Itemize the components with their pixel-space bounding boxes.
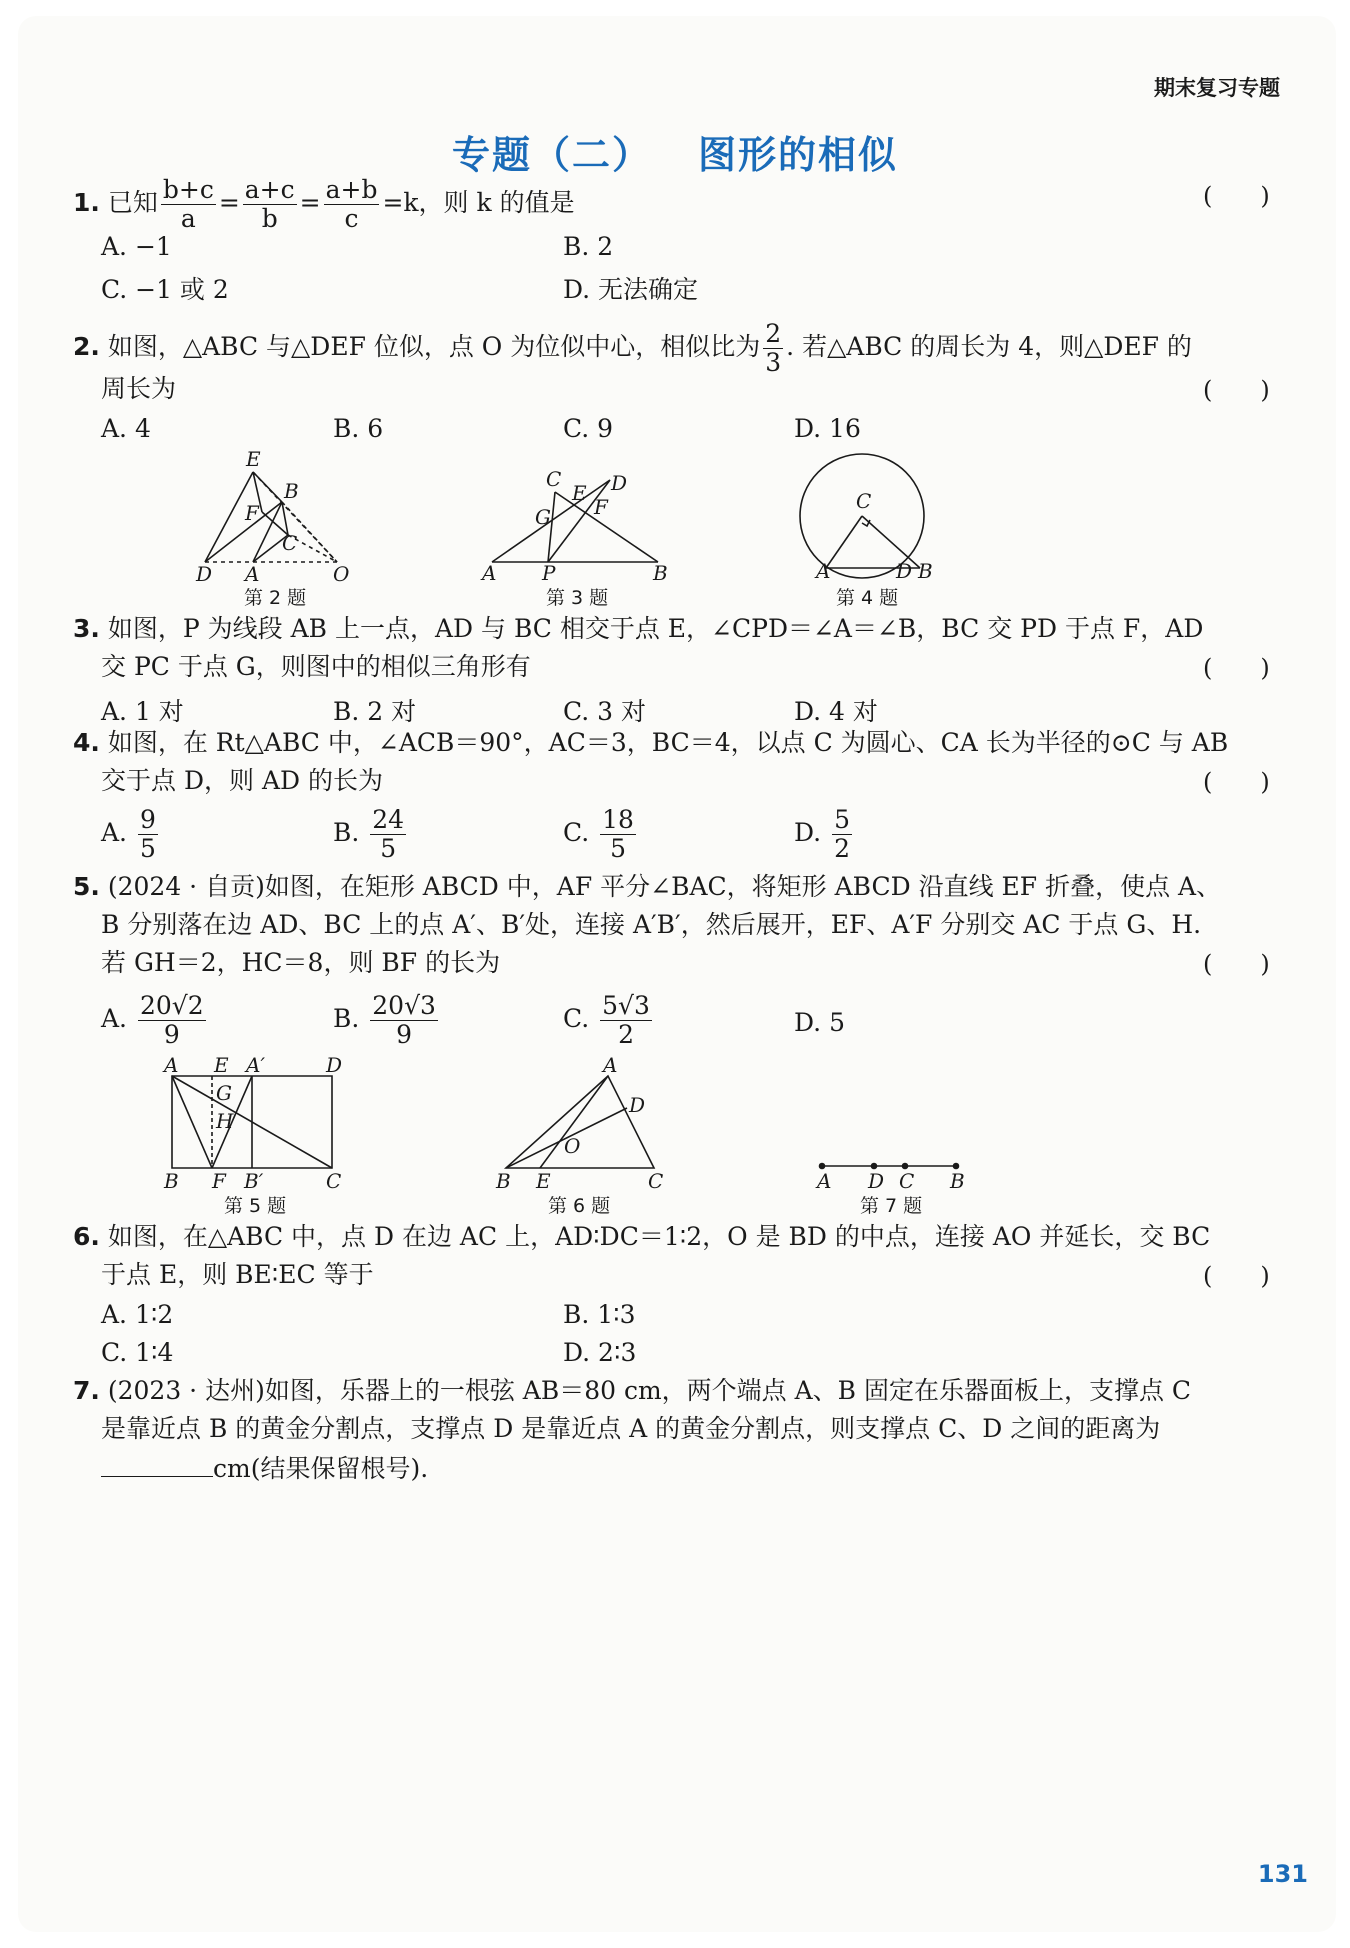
line-af (172, 1076, 212, 1168)
label-c: C (546, 468, 562, 491)
option-d: D. 2∶3 (563, 1338, 637, 1367)
point-a (820, 1164, 825, 1169)
option-d: D. 4 对 (794, 697, 878, 726)
label-c: C (856, 489, 872, 513)
question-4: 4. 如图，在 Rt△ABC 中，∠ACB＝90°，AC＝3，BC＝4，以点 C 为圆心、CA 长为半径的⊙C 与 AB (73, 728, 1229, 757)
option-b: B. 6 (333, 414, 384, 443)
question-text-line: 是靠近点 B 的黄金分割点，支撑点 D 是靠近点 A 的黄金分割点，则支撑点 C、D 之间的距离为 (101, 1414, 1161, 1443)
answer-paren: ( ) (1203, 950, 1270, 978)
caption-fig3: 第 3 题 (546, 587, 609, 609)
label-a-prime: A′ (246, 1056, 265, 1077)
label-a: A (603, 1056, 618, 1077)
question-text-line: 交 PC 于点 G，则图中的相似三角形有 (101, 652, 531, 681)
caption-fig5: 第 5 题 (224, 1195, 287, 1217)
figure-6 (490, 1056, 680, 1190)
label-f: F (245, 501, 259, 525)
option-b: B. 1∶3 (563, 1300, 636, 1329)
question-2: 2. 如图，△ABC 与△DEF 位似，点 O 为位似中心，相似比为 $\frac{2}{3}$ . 若△ABC 的周长为 4，则△DEF 的 (73, 319, 1192, 377)
label-b: B (918, 559, 933, 583)
question-7: 7. (2023 · 达州)如图，乐器上的一根弦 AB＝80 cm，两个端点 A、B 固定在乐器面板上，支撑点 C (73, 1376, 1192, 1405)
caption-fig2: 第 2 题 (244, 587, 307, 609)
option-a: A. 1 对 (101, 697, 184, 726)
label-a: A (482, 561, 497, 585)
title-main: 专题（二） (451, 133, 652, 177)
question-text: 已知 (107, 188, 158, 217)
question-number: 4. (73, 728, 100, 757)
option-c: C. 3 对 (563, 697, 646, 726)
figure-5 (158, 1056, 358, 1190)
option-a: A. $\frac{9}{5}$ (101, 805, 156, 863)
option-c: C. 1∶4 (101, 1338, 174, 1367)
question-3: 3. 如图，P 为线段 AB 上一点，AD 与 BC 相交于点 E，∠CPD＝∠A＝∠B，BC 交 PD 于点 F，AD (73, 614, 1204, 643)
question-text-line: B 分别落在边 AD、BC 上的点 A′、B′处，连接 A′B′，然后展开，EF、A′F 分别交 AC 于点 G、H. (101, 910, 1202, 939)
label-b: B (496, 1169, 511, 1190)
figure-7 (810, 1152, 970, 1192)
label-b: B (950, 1169, 965, 1192)
label-h: H (216, 1109, 234, 1133)
option-d: D. 16 (794, 414, 861, 443)
label-p: P (542, 561, 556, 585)
label-b-prime: B′ (244, 1169, 264, 1190)
label-b: B (653, 561, 668, 585)
label-c: C (326, 1169, 342, 1190)
fraction: $\frac{2}{3}$ (765, 319, 782, 377)
answer-paren: ( ) (1203, 1262, 1270, 1290)
caption-fig7: 第 7 题 (860, 1195, 923, 1217)
label-c: C (899, 1169, 915, 1192)
right-angle-mark (862, 520, 870, 526)
option-a: A. $\frac{20√2}{9}$ (101, 991, 204, 1049)
label-e: E (246, 450, 261, 471)
question-number: 1. (73, 188, 100, 217)
point-c (903, 1164, 908, 1169)
label-e: E (214, 1056, 229, 1077)
option-c: C. $\frac{18}{5}$ (563, 805, 634, 863)
answer-paren: ( ) (1203, 182, 1270, 210)
question-text-line: 若 GH＝2，HC＝8，则 BF 的长为 (101, 948, 501, 977)
option-c: C. −1 或 2 (101, 275, 229, 304)
label-c: C (282, 531, 298, 555)
figure-2 (190, 450, 360, 590)
figure-4 (790, 446, 950, 586)
option-d: D. 5 (794, 1008, 845, 1037)
question-number: 5. (73, 872, 100, 901)
label-d: D (611, 471, 628, 495)
question-text-line: 于点 E，则 BE∶EC 等于 (101, 1260, 374, 1289)
answer-paren: ( ) (1203, 768, 1270, 796)
fraction: $\frac{b+c}{a}$ (162, 175, 214, 233)
question-text-line: 周长为 (101, 374, 177, 403)
question-text-line: 交于点 D，则 AD 的长为 (101, 766, 383, 795)
label-e: E (572, 481, 587, 505)
label-d: D (868, 1169, 885, 1192)
label-d: D (326, 1056, 343, 1077)
page-title (0, 124, 1350, 179)
label-d: D (896, 559, 913, 583)
figure-3 (478, 468, 678, 590)
point-d (872, 1164, 877, 1169)
page-number: 131 (1257, 1860, 1308, 1888)
option-b: B. 2 对 (333, 697, 417, 726)
line-ca (826, 516, 862, 568)
line-ad (492, 480, 610, 562)
answer-blank[interactable] (101, 1454, 213, 1477)
point-b (954, 1164, 959, 1169)
label-o: O (564, 1134, 581, 1158)
option-a: A. 4 (101, 414, 151, 443)
answer-paren: ( ) (1203, 376, 1270, 404)
label-a: A (245, 562, 260, 586)
label-f: F (594, 495, 608, 519)
question-text: =k，则 k 的值是 (382, 188, 575, 217)
option-a: A. −1 (101, 232, 172, 261)
label-g: G (535, 505, 551, 529)
label-e: E (536, 1169, 551, 1190)
question-number: 3. (73, 614, 100, 643)
label-a: A (817, 1169, 832, 1192)
question-1: 1. 已知 $\frac{b+c}{a}$ = $\frac{a+c}{b}$ = $\frac{a+b}{c}$ =k，则 k 的值是 (73, 175, 575, 233)
question-number: 2. (73, 332, 100, 361)
line-db (205, 502, 282, 562)
label-b: B (284, 479, 299, 503)
caption-fig4: 第 4 题 (836, 587, 899, 609)
fraction: $\frac{a+c}{b}$ (244, 175, 295, 233)
label-b: B (164, 1169, 179, 1190)
question-text-line: cm(结果保留根号). (101, 1454, 428, 1484)
option-c: C. $\frac{5√3}{2}$ (563, 991, 650, 1049)
label-c: C (648, 1169, 664, 1190)
label-a: A (816, 559, 831, 583)
fraction: $\frac{a+b}{c}$ (325, 175, 378, 233)
answer-paren: ( ) (1203, 654, 1270, 682)
option-d: D. $\frac{5}{2}$ (794, 805, 850, 863)
question-number: 6. (73, 1222, 100, 1251)
question-number: 7. (73, 1376, 100, 1405)
option-c: C. 9 (563, 414, 614, 443)
label-d: D (629, 1093, 646, 1117)
option-b: B. $\frac{24}{5}$ (333, 805, 405, 863)
label-g: G (216, 1081, 232, 1105)
question-6: 6. 如图，在△ABC 中，点 D 在边 AC 上，AD∶DC＝1∶2，O 是 BD 的中点，连接 AO 并延长，交 BC (73, 1222, 1211, 1251)
option-b: B. $\frac{20√3}{9}$ (333, 991, 436, 1049)
caption-fig6: 第 6 题 (548, 1195, 611, 1217)
label-f: F (212, 1169, 226, 1190)
option-d: D. 无法确定 (563, 275, 699, 304)
option-a: A. 1∶2 (101, 1300, 174, 1329)
question-5: 5. (2024 · 自贡)如图，在矩形 ABCD 中，AF 平分∠BAC，将矩形 ABCD 沿直线 EF 折叠，使点 A、 (73, 872, 1222, 901)
label-o: O (333, 562, 350, 586)
label-a: A (164, 1056, 179, 1077)
section-header: 期末复习专题 (1154, 76, 1280, 100)
option-b: B. 2 (563, 232, 614, 261)
title-topic: 图形的相似 (698, 133, 899, 177)
label-d: D (196, 562, 213, 586)
